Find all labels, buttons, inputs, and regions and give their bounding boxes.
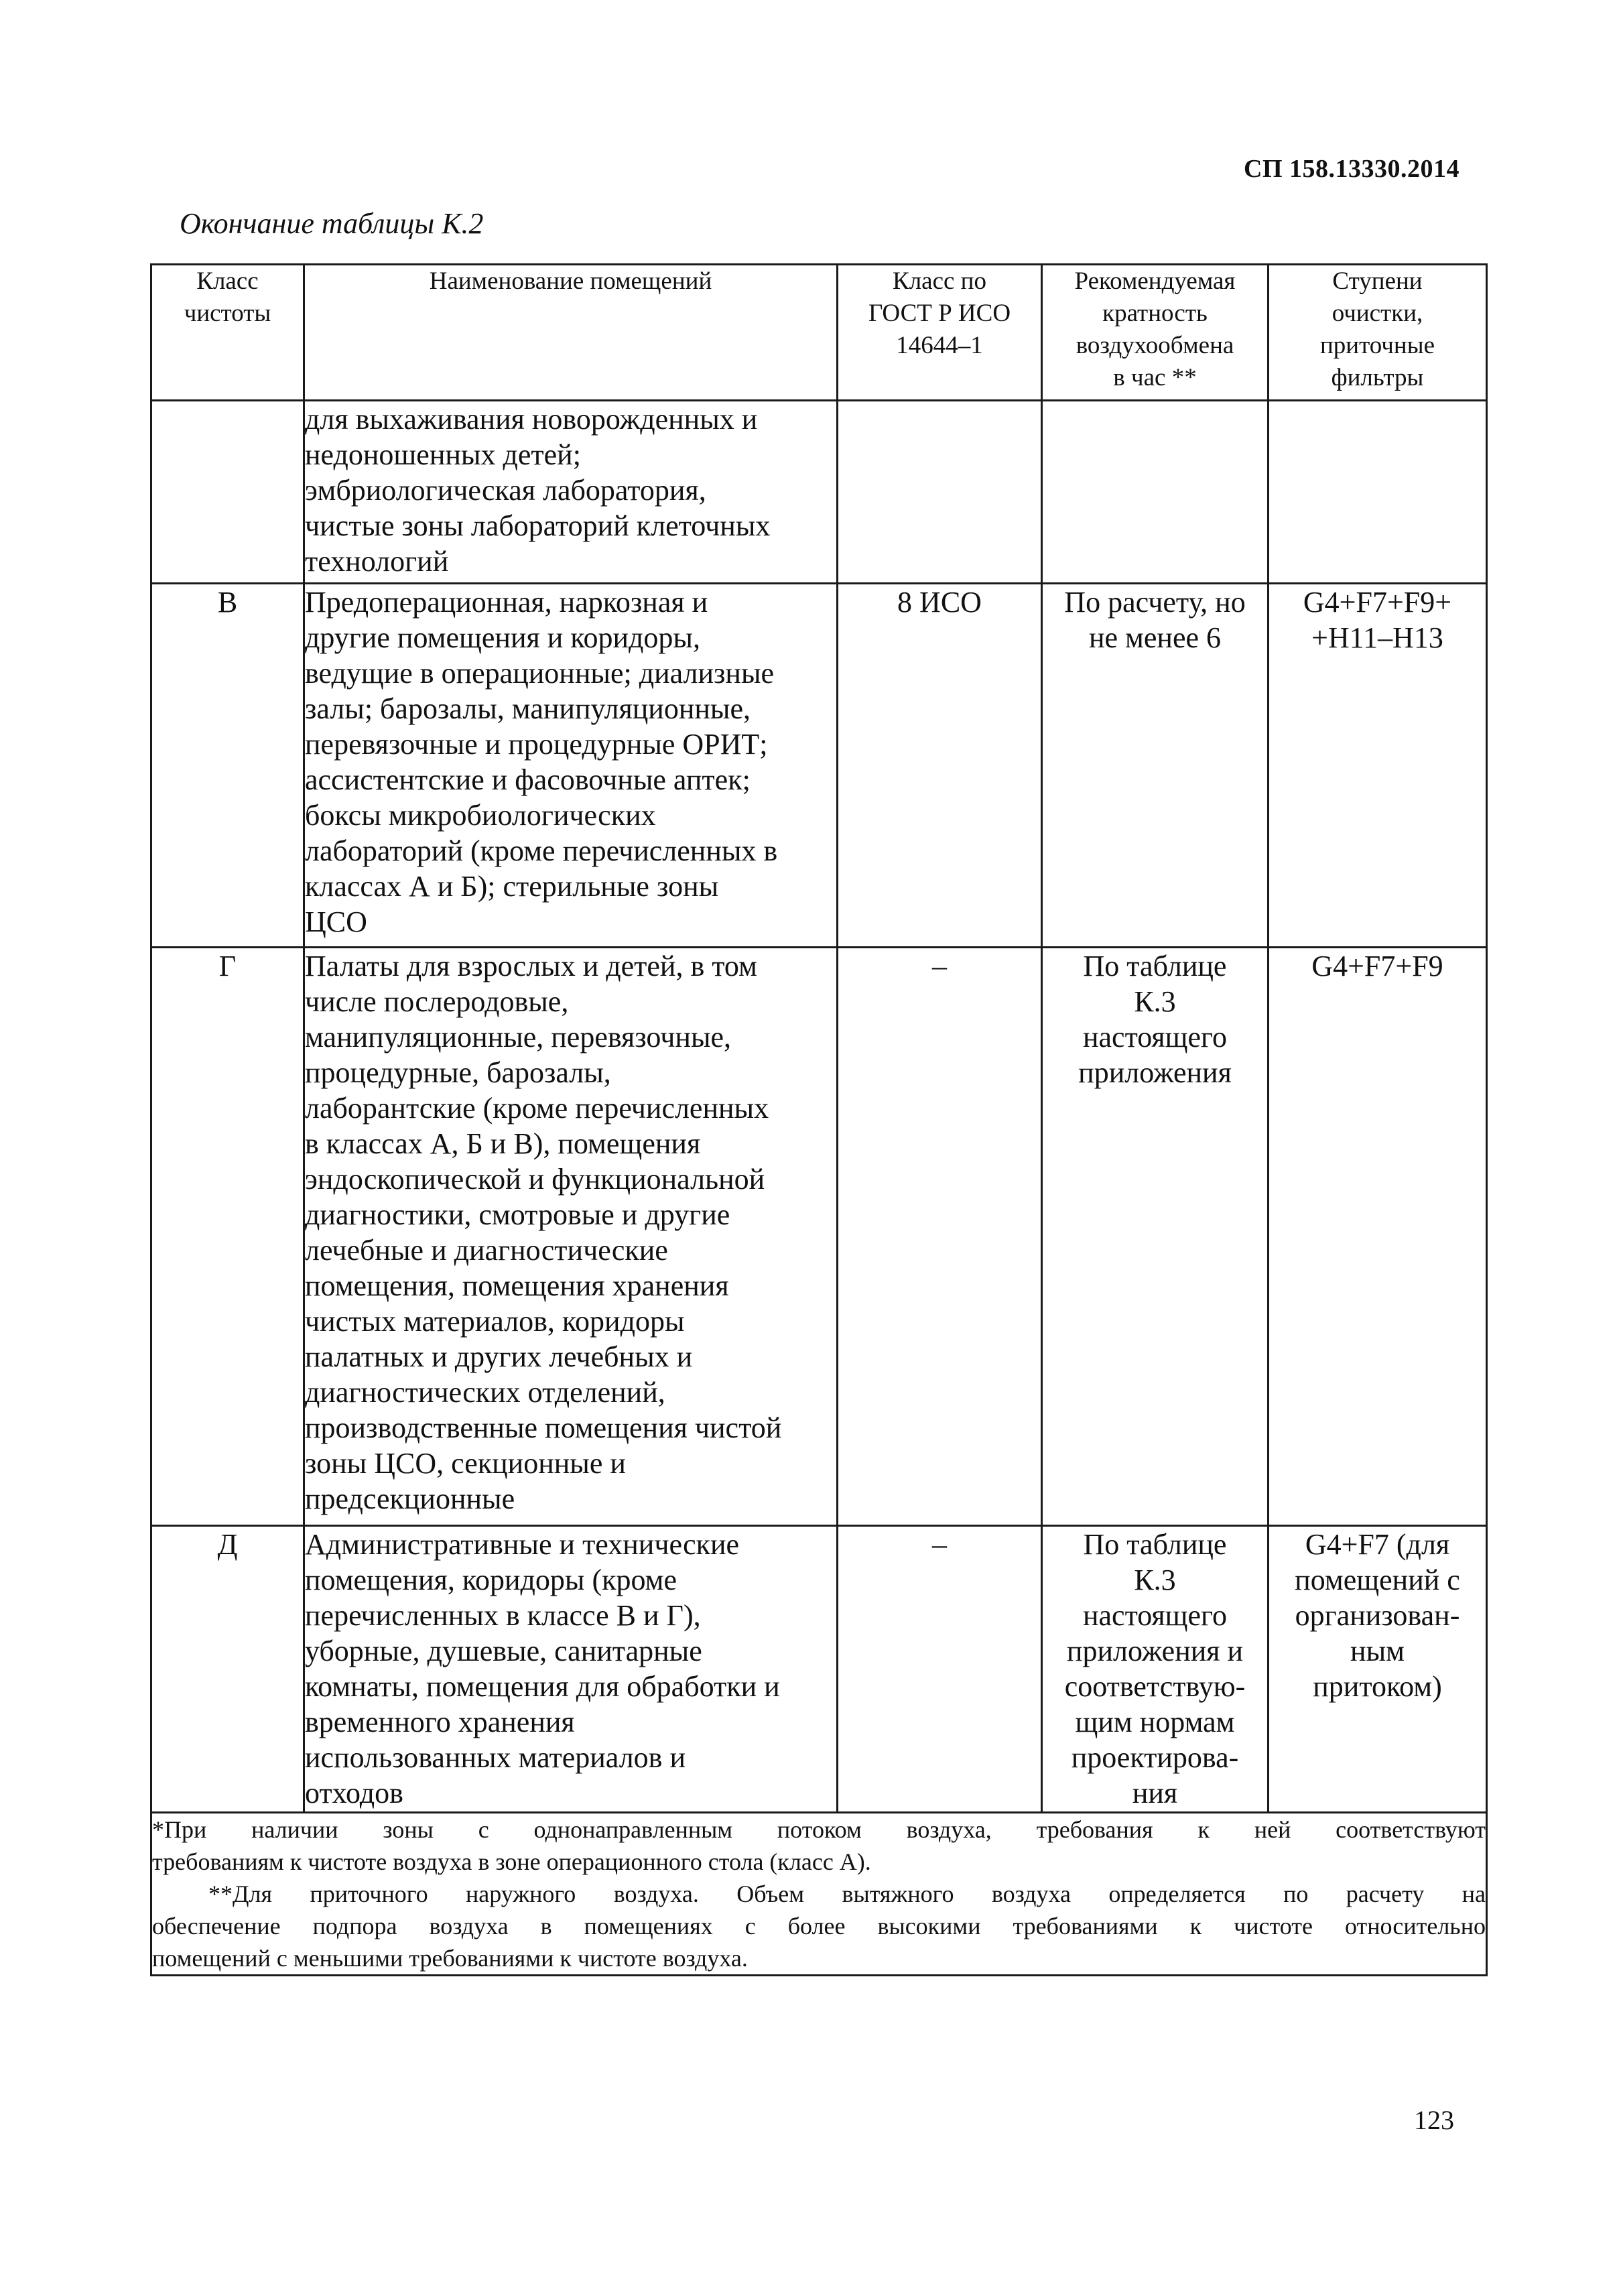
note-2-line-2: обеспечение подпора воздуха в помещениях с более высокими требованиями к чистоте относительно xyxy=(152,1913,1486,1939)
cell-text-line: недоношенных детей; xyxy=(305,438,581,471)
table-caption: Окончание таблицы К.2 xyxy=(180,207,484,240)
cell-iso: – xyxy=(838,1526,1042,1813)
cell-text-line: Предоперационная, наркозная и xyxy=(305,586,708,619)
cell-text-line: К.3 xyxy=(1134,985,1176,1018)
cell-text-line: лабораторий (кроме перечисленных в xyxy=(305,834,778,867)
cell-text-line: приложения и xyxy=(1066,1635,1244,1667)
cell-text-line: в час ** xyxy=(1113,364,1197,391)
cell-text-line: перевязочные и процедурные ОРИТ; xyxy=(305,728,768,761)
cell-text-line: притоком) xyxy=(1313,1670,1442,1703)
cell-text-line: манипуляционные, перевязочные, xyxy=(305,1021,732,1054)
cell-text-line: ния xyxy=(1132,1777,1178,1809)
document-code: СП 158.13330.2014 xyxy=(1244,155,1459,183)
cell-text-line: лечебные и диагностические xyxy=(305,1234,668,1267)
table-header-row xyxy=(151,265,1487,401)
cell-text-line: организован- xyxy=(1295,1599,1460,1632)
cell-text-line: диагностики, смотровые и другие xyxy=(305,1198,730,1231)
cell-iso xyxy=(838,401,1042,584)
cell-text-line: кратность xyxy=(1102,300,1208,327)
header-air-exchange-rate xyxy=(1042,265,1269,401)
cell-text-line: помещений с xyxy=(1295,1564,1460,1596)
note-2-line-3: помещений с меньшими требованиями к чистоте воздуха. xyxy=(152,1945,748,1972)
cell-text-line: залы; барозалы, манипуляционные, xyxy=(305,692,751,725)
cell-rate xyxy=(1042,401,1269,584)
cell-text-line: Административные и технические xyxy=(305,1528,740,1561)
cell-text-line: очистки, xyxy=(1332,300,1423,327)
table-row xyxy=(151,948,1487,1526)
cell-text-line: уборные, душевые, санитарные xyxy=(305,1635,702,1667)
cell-text-line: соответствую- xyxy=(1064,1670,1246,1703)
cell-filters xyxy=(1269,401,1487,584)
cell-filters xyxy=(1269,1526,1487,1813)
cell-room-name xyxy=(304,401,838,584)
cell-text-line: зоны ЦСО, секционные и xyxy=(305,1447,626,1480)
cell-text-line: классах А и Б); стерильные зоны xyxy=(305,870,719,903)
page-number: 123 xyxy=(1414,2105,1454,2135)
cell-text-line: боксы микробиологических xyxy=(305,799,656,832)
cell-class: Д xyxy=(151,1526,304,1813)
cell-text-line: чистоты xyxy=(184,300,271,327)
cell-text-line: предсекционные xyxy=(305,1482,515,1515)
cell-text-line: ГОСТ Р ИСО xyxy=(868,300,1011,327)
header-room-name xyxy=(304,265,838,401)
note-2-line-1: **Для приточного наружного воздуха. Объем вытяжного воздуха определяется по расчету на xyxy=(208,1880,1486,1907)
table-row xyxy=(151,584,1487,948)
cell-text-line: производственные помещения чистой xyxy=(305,1411,782,1444)
cell-class: Г xyxy=(151,948,304,1526)
cell-text-line: Наименование помещений xyxy=(429,267,712,295)
cell-text-line: ведущие в операционные; диализные xyxy=(305,657,775,690)
cell-text-line: диагностических отделений, xyxy=(305,1376,665,1409)
cell-rate xyxy=(1042,1526,1269,1813)
cell-text-line: G4+F7+F9 xyxy=(1311,950,1443,982)
cell-text-line: настоящего xyxy=(1082,1599,1227,1632)
cell-text-line: проектирова- xyxy=(1071,1741,1239,1774)
cell-text-line: G4+F7+F9+ xyxy=(1303,586,1452,619)
table-notes xyxy=(151,1813,1487,1976)
cell-iso: 8 ИСО xyxy=(838,584,1042,948)
cell-text-line: эмбриологическая лаборатория, xyxy=(305,474,706,507)
cell-text-line: К.3 xyxy=(1134,1564,1176,1596)
cell-text-line: лаборантские (кроме перечисленных xyxy=(305,1092,769,1125)
cell-text-line: не менее 6 xyxy=(1088,621,1222,654)
cell-rate xyxy=(1042,584,1269,948)
cell-text-line: эндоскопической и функциональной xyxy=(305,1163,765,1196)
cell-text-line: отходов xyxy=(305,1777,403,1809)
cell-text-line: в классах А, Б и В), помещения xyxy=(305,1127,701,1160)
cell-text-line: перечисленных в классе В и Г), xyxy=(305,1599,701,1632)
cell-text-line: Рекомендуемая xyxy=(1074,267,1236,295)
cell-text-line: щим нормам xyxy=(1075,1706,1235,1738)
cell-filters xyxy=(1269,948,1487,1526)
cell-text-line: палатных и других лечебных и xyxy=(305,1340,693,1373)
cell-text-line: временного хранения xyxy=(305,1706,575,1738)
table-row xyxy=(151,1526,1487,1813)
cell-text-line: другие помещения и коридоры, xyxy=(305,621,700,654)
header-iso-class xyxy=(838,265,1042,401)
cell-text-line: По расчету, но xyxy=(1064,586,1246,619)
cell-text-line: использованных материалов и xyxy=(305,1741,686,1774)
cell-text-line: помещения, помещения хранения xyxy=(305,1269,729,1302)
note-1-line-1: *При наличии зоны с однонаправленным потоком воздуха, требования к ней соответствуют xyxy=(152,1816,1486,1843)
cell-text-line: Ступени xyxy=(1332,267,1423,295)
note-1-line-2: требованиям к чистоте воздуха в зоне операционного стола (класс А). xyxy=(152,1848,871,1875)
table-row xyxy=(151,401,1487,584)
cell-text-line: ассистентские и фасовочные аптек; xyxy=(305,763,751,796)
cell-text-line: приточные xyxy=(1319,332,1435,359)
cell-text-line: технологий xyxy=(305,545,449,578)
cell-iso: – xyxy=(838,948,1042,1526)
cell-text-line: числе послеродовые, xyxy=(305,985,569,1018)
cell-room-name xyxy=(304,1526,838,1813)
cell-text-line: Палаты для взрослых и детей, в том xyxy=(305,950,757,982)
cell-text-line: Класс xyxy=(196,267,259,295)
cell-class: В xyxy=(151,584,304,948)
cell-text-line: +H11–H13 xyxy=(1311,621,1443,654)
cell-text-line: По таблице xyxy=(1083,950,1227,982)
cell-text-line: настоящего xyxy=(1082,1021,1227,1054)
cell-text-line: приложения xyxy=(1078,1056,1232,1089)
cell-text-line: помещения, коридоры (кроме xyxy=(305,1564,677,1596)
cell-text-line: чистых материалов, коридоры xyxy=(305,1305,685,1338)
cell-room-name xyxy=(304,584,838,948)
cell-text-line: процедурные, барозалы, xyxy=(305,1056,611,1089)
air-cleanliness-table xyxy=(150,263,1488,1976)
cell-rate xyxy=(1042,948,1269,1526)
cell-text-line: чистые зоны лабораторий клеточных xyxy=(305,509,771,542)
cell-text-line: для выхаживания новорожденных и xyxy=(305,403,758,436)
cell-text-line: 14644–1 xyxy=(896,332,983,359)
cell-class xyxy=(151,401,304,584)
cell-text-line: воздухообмена xyxy=(1076,332,1234,359)
cell-text-line: По таблице xyxy=(1083,1528,1227,1561)
cell-text-line: Класс по xyxy=(893,267,986,295)
header-filter-stages xyxy=(1269,265,1487,401)
cell-text-line: ЦСО xyxy=(305,905,367,938)
header-cleanliness-class xyxy=(151,265,304,401)
cell-text-line: G4+F7 (для xyxy=(1305,1528,1450,1561)
cell-text-line: ным xyxy=(1350,1635,1405,1667)
cell-filters xyxy=(1269,584,1487,948)
cell-text-line: фильтры xyxy=(1331,364,1424,391)
table-notes-row xyxy=(151,1813,1487,1976)
cell-room-name xyxy=(304,948,838,1526)
cell-text-line: комнаты, помещения для обработки и xyxy=(305,1670,780,1703)
